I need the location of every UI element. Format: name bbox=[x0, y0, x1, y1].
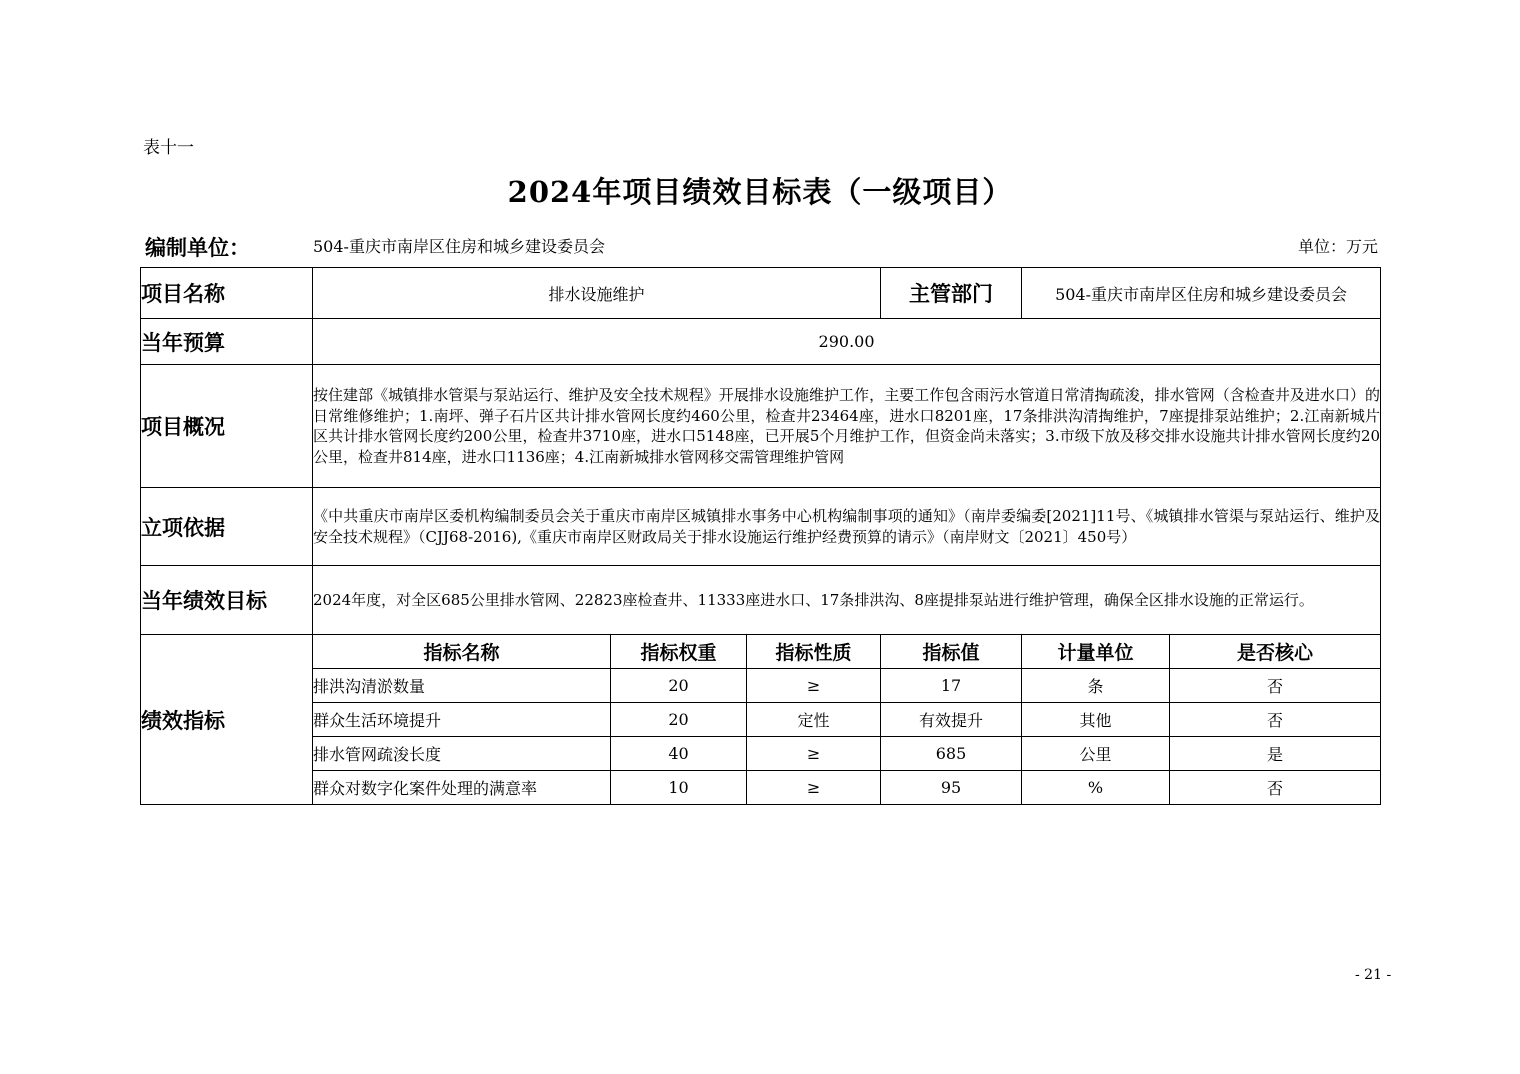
measure-unit: 公里 bbox=[1022, 737, 1170, 771]
is-core: 否 bbox=[1170, 703, 1381, 737]
col-is-core: 是否核心 bbox=[1170, 635, 1381, 669]
indicator-nature: ≥ bbox=[747, 771, 881, 805]
basis-row bbox=[141, 488, 1381, 566]
indicators-label: 绩效指标 bbox=[141, 635, 313, 805]
indicator-weight: 20 bbox=[611, 703, 747, 737]
page-number: - 21 - bbox=[1355, 967, 1392, 983]
money-unit: 单位：万元 bbox=[1297, 237, 1378, 256]
performance-target-table bbox=[140, 267, 1381, 805]
indicator-name: 排洪沟清淤数量 bbox=[313, 669, 611, 703]
overview-label: 项目概况 bbox=[141, 365, 313, 488]
compiling-unit-label: 编制单位： bbox=[145, 235, 250, 260]
measure-unit: 其他 bbox=[1022, 703, 1170, 737]
indicator-nature: 定性 bbox=[747, 703, 881, 737]
indicator-value: 685 bbox=[881, 737, 1022, 771]
is-core: 否 bbox=[1170, 771, 1381, 805]
indicator-header-row bbox=[141, 635, 1381, 669]
measure-unit: % bbox=[1022, 771, 1170, 805]
indicator-weight: 40 bbox=[611, 737, 747, 771]
department-label: 主管部门 bbox=[881, 268, 1022, 319]
overview-row bbox=[141, 365, 1381, 488]
col-indicator-value: 指标值 bbox=[881, 635, 1022, 669]
indicator-name: 排水管网疏浚长度 bbox=[313, 737, 611, 771]
compiling-unit-value: 504-重庆市南岸区住房和城乡建设委员会 bbox=[313, 237, 605, 256]
indicator-nature: ≥ bbox=[747, 669, 881, 703]
compiling-unit-row bbox=[145, 230, 1380, 260]
table-row bbox=[141, 669, 1381, 703]
indicator-weight: 20 bbox=[611, 669, 747, 703]
indicator-value: 17 bbox=[881, 669, 1022, 703]
indicator-name: 群众生活环境提升 bbox=[313, 703, 611, 737]
project-name-label: 项目名称 bbox=[141, 268, 313, 319]
col-indicator-name: 指标名称 bbox=[313, 635, 611, 669]
table-number: 表十一 bbox=[143, 138, 194, 158]
measure-unit: 条 bbox=[1022, 669, 1170, 703]
table-row bbox=[141, 737, 1381, 771]
table-row bbox=[141, 771, 1381, 805]
budget-value: 290.00 bbox=[313, 319, 1381, 365]
document-title: 2024年项目绩效目标表（一级项目） bbox=[507, 175, 1013, 209]
budget-row bbox=[141, 319, 1381, 365]
basis-label: 立项依据 bbox=[141, 488, 313, 566]
col-measure-unit: 计量单位 bbox=[1022, 635, 1170, 669]
department-value: 504-重庆市南岸区住房和城乡建设委员会 bbox=[1022, 268, 1381, 319]
overview-text: 按住建部《城镇排水管渠与泵站运行、维护及安全技术规程》开展排水设施维护工作，主要工作包含雨污水管道日常清掏疏浚，排水管网（含检查井及进水口）的日常维修维护；1.南坪、弹子石片区共计排水管网长度约460公里，检查井23464座，进水口8201座，17条排洪沟清掏维护，7座提排泵站维护；2.江南新城片区共计排水管网长度约200公里，检查井3710座，进水口5148座，已开展5个月维护工作，但资金尚未落实；3.市级下放及移交排水设施共计排水管网长度约20公里，检查井814座，进水口1136座；4.江南新城排水管网移交需管理维护管网 bbox=[313, 365, 1381, 488]
budget-label: 当年预算 bbox=[141, 319, 313, 365]
is-core: 否 bbox=[1170, 669, 1381, 703]
table-row bbox=[141, 703, 1381, 737]
indicator-weight: 10 bbox=[611, 771, 747, 805]
indicator-value: 有效提升 bbox=[881, 703, 1022, 737]
col-indicator-weight: 指标权重 bbox=[611, 635, 747, 669]
col-indicator-nature: 指标性质 bbox=[747, 635, 881, 669]
indicator-value: 95 bbox=[881, 771, 1022, 805]
indicator-nature: ≥ bbox=[747, 737, 881, 771]
project-name-row bbox=[141, 268, 1381, 319]
is-core: 是 bbox=[1170, 737, 1381, 771]
project-name-value: 排水设施维护 bbox=[313, 268, 881, 319]
indicator-name: 群众对数字化案件处理的满意率 bbox=[313, 771, 611, 805]
goal-text: 2024年度，对全区685公里排水管网、22823座检查井、11333座进水口、17条排洪沟、8座提排泵站进行维护管理，确保全区排水设施的正常运行。 bbox=[313, 566, 1381, 635]
goal-row bbox=[141, 566, 1381, 635]
basis-text: 《中共重庆市南岸区委机构编制委员会关于重庆市南岸区城镇排水事务中心机构编制事项的通知》（南岸委编委[2021]11号、《城镇排水管渠与泵站运行、维护及安全技术规程》（CJJ68-2016),《重庆市南岸区财政局关于排水设施运行维护经费预算的请示》（南岸财文〔2021〕450号） bbox=[313, 488, 1381, 566]
goal-label: 当年绩效目标 bbox=[141, 566, 313, 635]
